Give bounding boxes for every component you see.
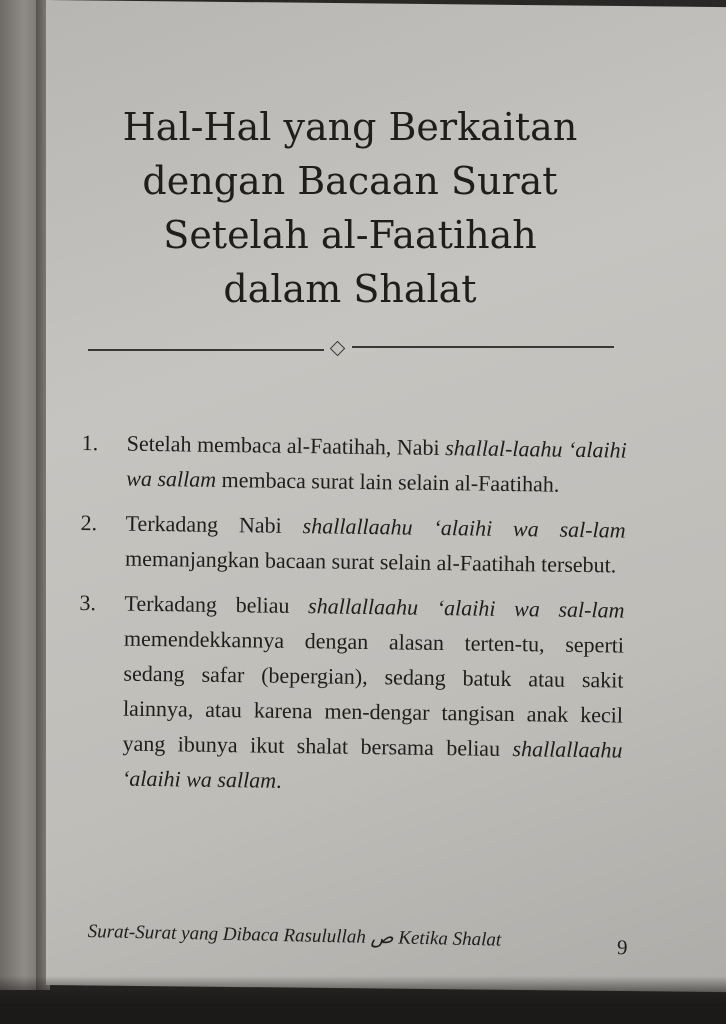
divider-line-right — [352, 346, 614, 348]
chapter-title — [90, 100, 610, 316]
numbered-list — [77, 425, 627, 813]
left-page-edge — [0, 0, 40, 990]
list-item-text — [125, 506, 626, 583]
chapter-title-line: dalam Shalat — [223, 267, 477, 311]
chapter-title-line: Setelah al-Faatihah — [163, 213, 537, 257]
honorific-italic: shallallaahu ‘alaihi wa sal-lam — [307, 593, 625, 623]
running-title: Surat-Surat yang Dibaca Rasulullah ص Ketika Shalat — [87, 920, 502, 951]
ornamental-divider — [88, 343, 614, 355]
text-run: Terkadang Nabi — [125, 510, 303, 539]
chapter-title-line: Hal-Hal yang Berkaitan — [122, 105, 578, 149]
list-item-text — [126, 426, 627, 503]
list-item-text — [122, 586, 625, 803]
list-item — [77, 585, 625, 803]
bottom-shadow — [0, 976, 726, 1024]
text-run: . — [275, 767, 282, 793]
divider-line-left — [88, 349, 324, 351]
list-item — [81, 425, 627, 503]
honorific-italic: shallal-laahu ‘alaihi wa sallam — [126, 435, 627, 492]
honorific-italic: shallallaahu ‘alaihi wa sal-lam — [302, 513, 626, 543]
text-run: memendekkannya dengan alasan terten-tu, seperti sedang safar (bepergian), sedang batuk atau sakit lainnya, atau karena men-dengar tangisan anak kecil yang ibunya ikut shalat bersama beliau — [122, 625, 625, 762]
text-run: memanjangkan bacaan surat selain al-Faatihah tersebut. — [124, 545, 617, 578]
list-item-number: 3. — [79, 589, 97, 616]
list-item-number: 1. — [81, 429, 99, 456]
page-number: 9 — [616, 935, 628, 960]
text-run: Terkadang beliau — [124, 590, 309, 619]
diamond-ornament-icon — [330, 341, 346, 357]
honorific-italic: shallallaahu ‘alaihi wa sallam — [121, 736, 623, 793]
list-item — [80, 505, 626, 583]
text-run: Setelah membaca al-Faatihah, Nabi — [126, 430, 446, 461]
list-item-number: 2. — [80, 509, 98, 536]
text-run: membaca surat lain selain al-Faatihah. — [215, 466, 560, 497]
chapter-title-line: dengan Bacaan Surat — [142, 159, 558, 203]
